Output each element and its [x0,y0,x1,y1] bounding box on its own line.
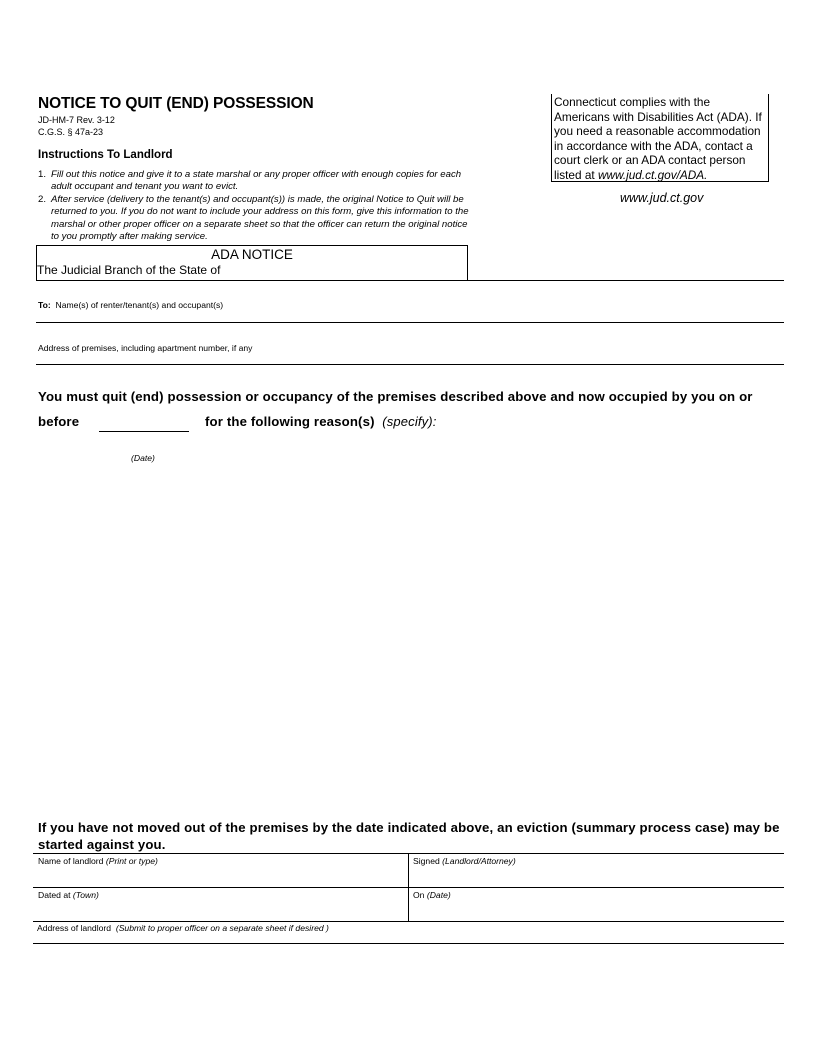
instruction-item [38,194,470,244]
eviction-warning-line1: If you have not moved out of the premises by the date indicated above, an eviction (summary process case) may be [38,820,780,835]
specify-hint: (specify): [382,414,437,429]
instructions-heading: Instructions To Landlord [38,149,173,161]
landlord-address-field[interactable] [37,923,329,933]
on-label: On [413,890,425,900]
ada-notice-continued [551,94,769,182]
divider [36,364,784,365]
form-number: JD-HM-7 Rev. 3-12 [38,115,115,125]
instruction-number: 2. [38,193,47,205]
signed-label: Signed [413,856,440,866]
ada-notice-line: The Judicial Branch of the State of [37,263,221,277]
dated-at-hint: (Town) [72,890,99,900]
instructions-list [38,169,470,243]
reason-label [205,414,437,429]
divider [36,280,784,281]
divider [33,943,784,944]
dated-at-field[interactable] [38,890,99,900]
statute-reference: C.G.S. § 47a-23 [38,127,104,137]
ada-notice-box [36,245,468,280]
on-date-field[interactable] [413,890,451,900]
instruction-item [38,169,470,194]
before-label: before [38,414,80,429]
on-hint: (Date) [426,890,451,900]
form-title: NOTICE TO QUIT (END) POSSESSION [38,95,314,112]
instruction-text: Fill out this notice and give it to a state marshal or any proper officer with enough copies for each adult occupant and tenant you want to evict. [51,169,462,193]
dated-at-label: Dated at [38,890,71,900]
signed-field[interactable] [413,856,516,866]
landlord-name-label: Name of landlord [38,856,104,866]
ada-notice-text: Connecticut complies with the Americans with Disabilities Act (ADA). If you need a reasonable accommodation in accordance with the ADA, contact a court clerk or an ADA contact person listed at [554,95,762,182]
tenant-names-field[interactable] [38,300,223,310]
divider [36,322,784,323]
to-label: To: [38,300,51,310]
date-input-line[interactable] [99,431,189,432]
landlord-address-label: Address of landlord [37,923,112,933]
landlord-name-hint: (Print or type) [105,856,158,866]
instruction-number: 1. [38,169,47,180]
instruction-text: After service (delivery to the tenant(s) and occupant(s)) is made, the original Notice to Quit will be returned to you. If you do not want to include your address on this form, give this information to the marshal or other proper officer on a separate sheet so that the officer can return the original notice to you promptly after making service. [51,193,469,243]
premises-address-label[interactable]: Address of premises, including apartment number, if any [38,343,253,353]
column-divider [408,853,409,921]
notice-statement: You must quit (end) possession or occupancy of the premises described above and now occupied by you on or [38,389,753,404]
tenant-names-label: Name(s) of renter/tenant(s) and occupant(s) [55,300,224,310]
date-caption: (Date) [131,453,155,463]
landlord-address-hint: (Submit to proper officer on a separate sheet if desired ) [115,923,329,933]
website-link[interactable]: www.jud.ct.gov [620,191,704,205]
ada-link[interactable]: www.jud.ct.gov/ADA. [597,167,708,182]
eviction-warning-line2: started against you. [38,837,166,852]
reason-text: for the following reason(s) [205,414,375,429]
landlord-name-field[interactable] [38,856,158,866]
signed-hint: (Landlord/Attorney) [442,856,516,866]
divider [33,921,784,922]
ada-notice-title: ADA NOTICE [211,247,293,262]
